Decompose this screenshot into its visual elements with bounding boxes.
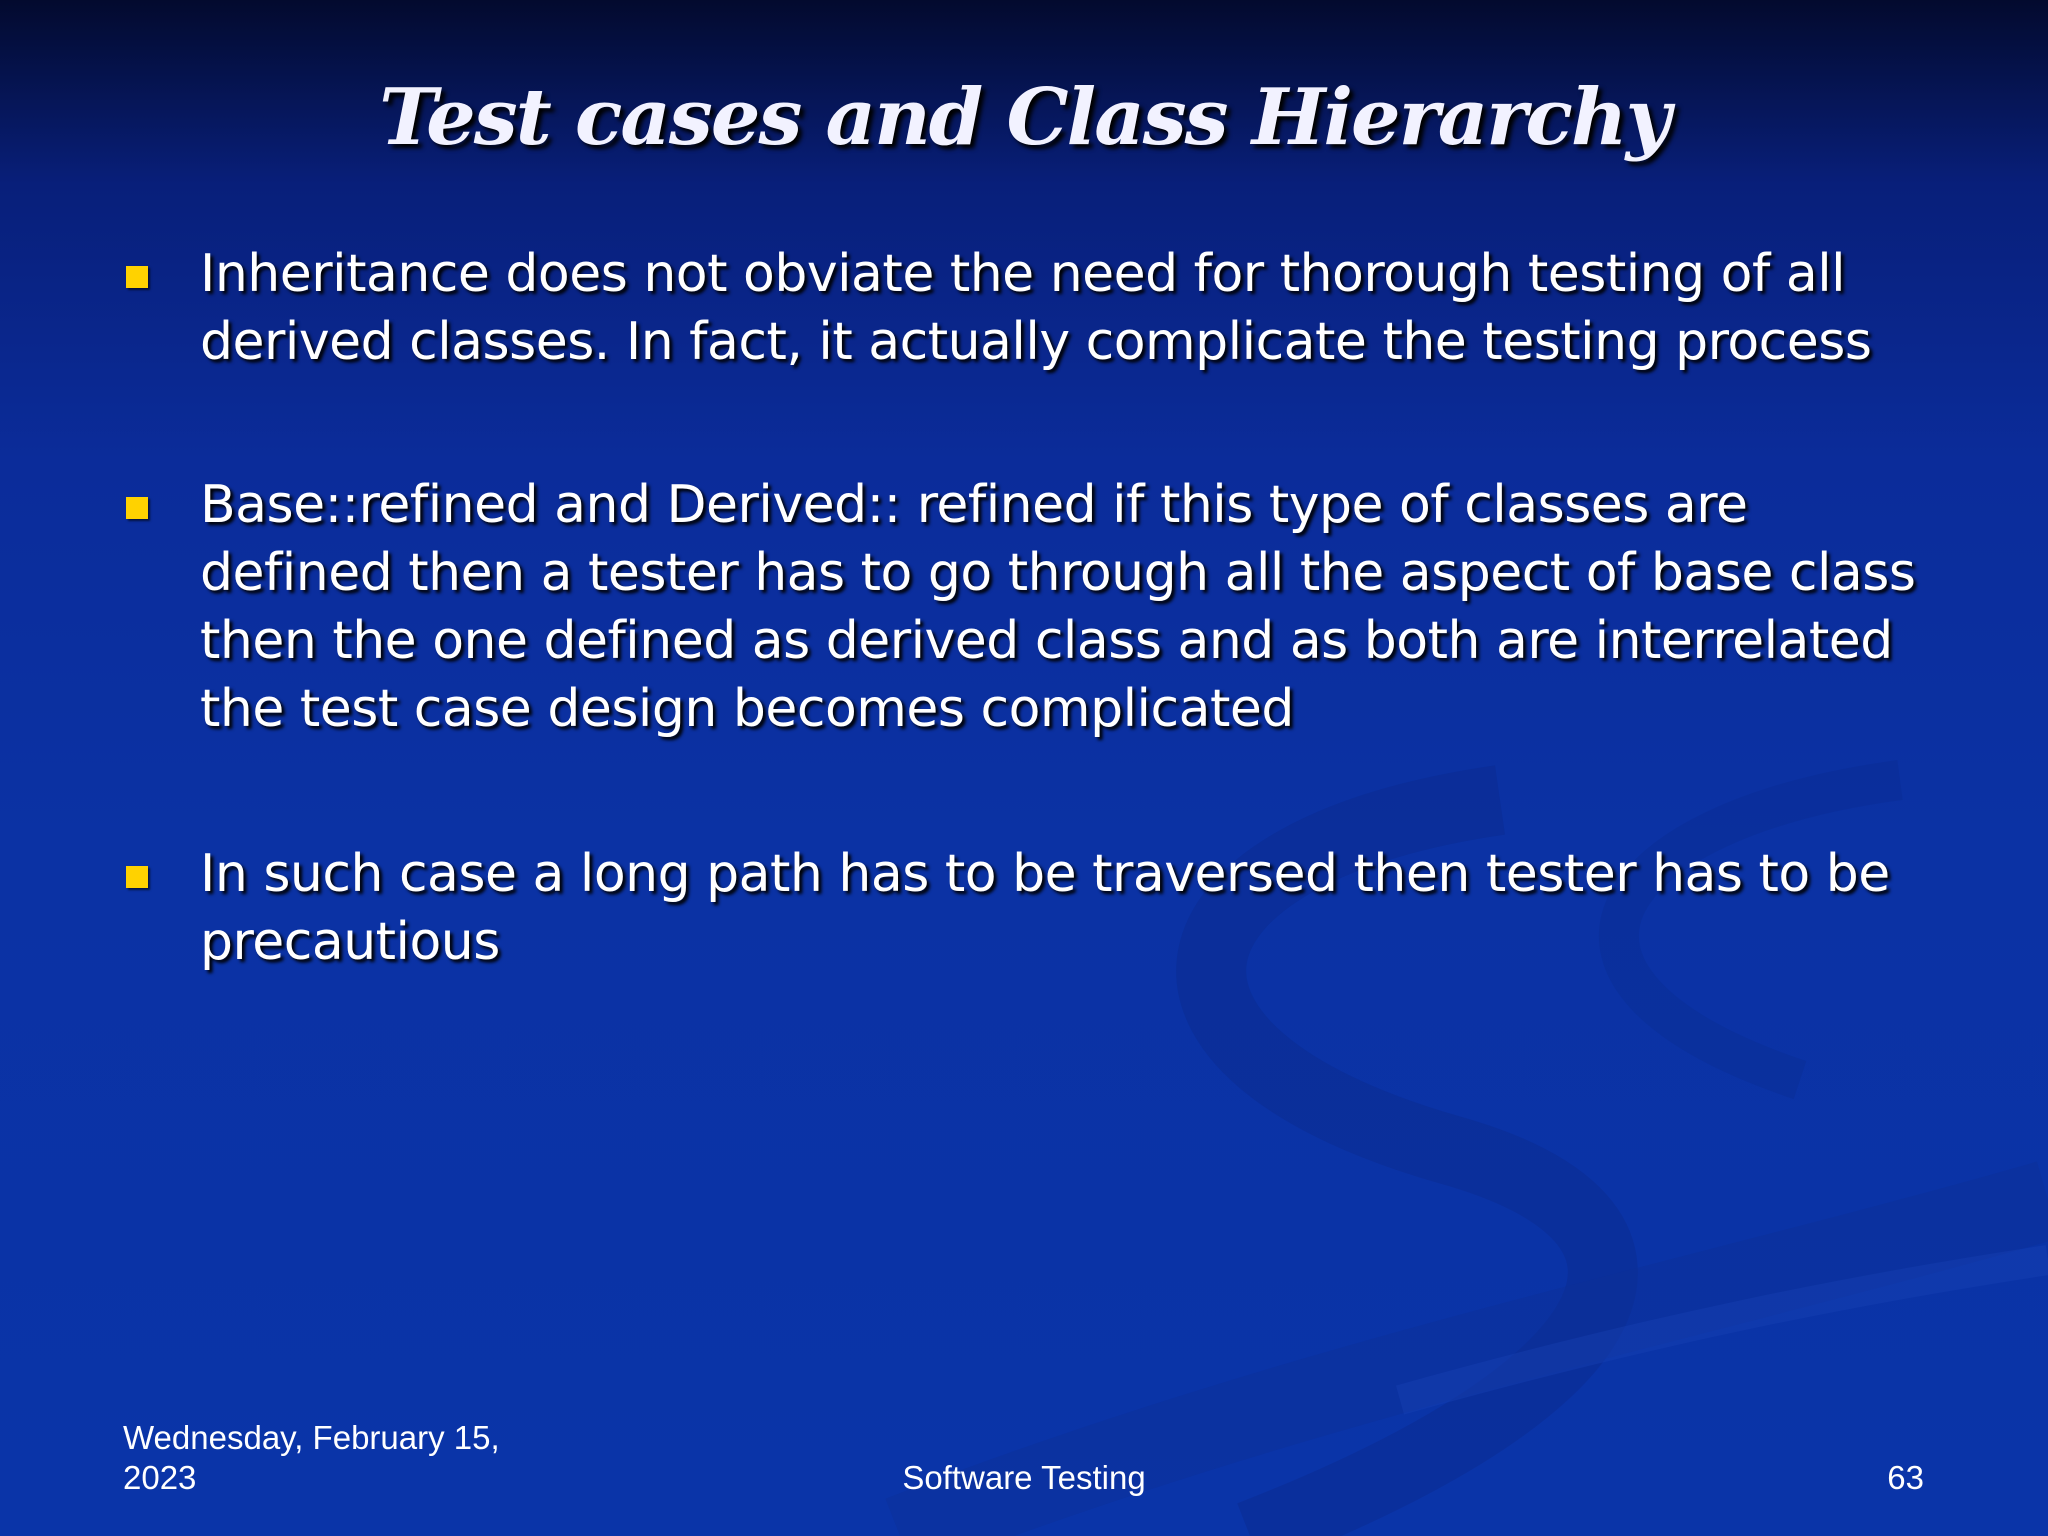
square-bullet-icon [126, 497, 148, 519]
slide-title: Test cases and Class Hierarchy [379, 72, 1669, 163]
page-number: 63 [1887, 1459, 1924, 1496]
bullet-line: precautious [200, 912, 500, 972]
bullet-line: Base::refined and Derived:: refined if this type of classes are [200, 475, 1748, 535]
bullet-line: derived classes. In fact, it actually complicate the testing process [200, 312, 1872, 372]
bullet-text [200, 240, 1920, 376]
square-bullet-icon [126, 266, 148, 288]
footer-title: Software Testing [902, 1459, 1146, 1496]
bullet-text [200, 840, 1920, 976]
bullet-line: Inheritance does not obviate the need for thorough testing of all [200, 244, 1846, 304]
bullet-line: In such case a long path has to be traversed then tester has to be [200, 844, 1890, 904]
footer-date-line: 2023 [123, 1459, 197, 1496]
bullet-line: then the one defined as derived class and as both are interrelated [200, 611, 1893, 671]
footer-date-line: Wednesday, February 15, [123, 1419, 500, 1456]
bullet-text [200, 471, 1920, 743]
square-bullet-icon [126, 866, 148, 888]
bullet-line: the test case design becomes complicated [200, 679, 1294, 739]
bullet-line: defined then a tester has to go through all the aspect of base class [200, 543, 1916, 603]
